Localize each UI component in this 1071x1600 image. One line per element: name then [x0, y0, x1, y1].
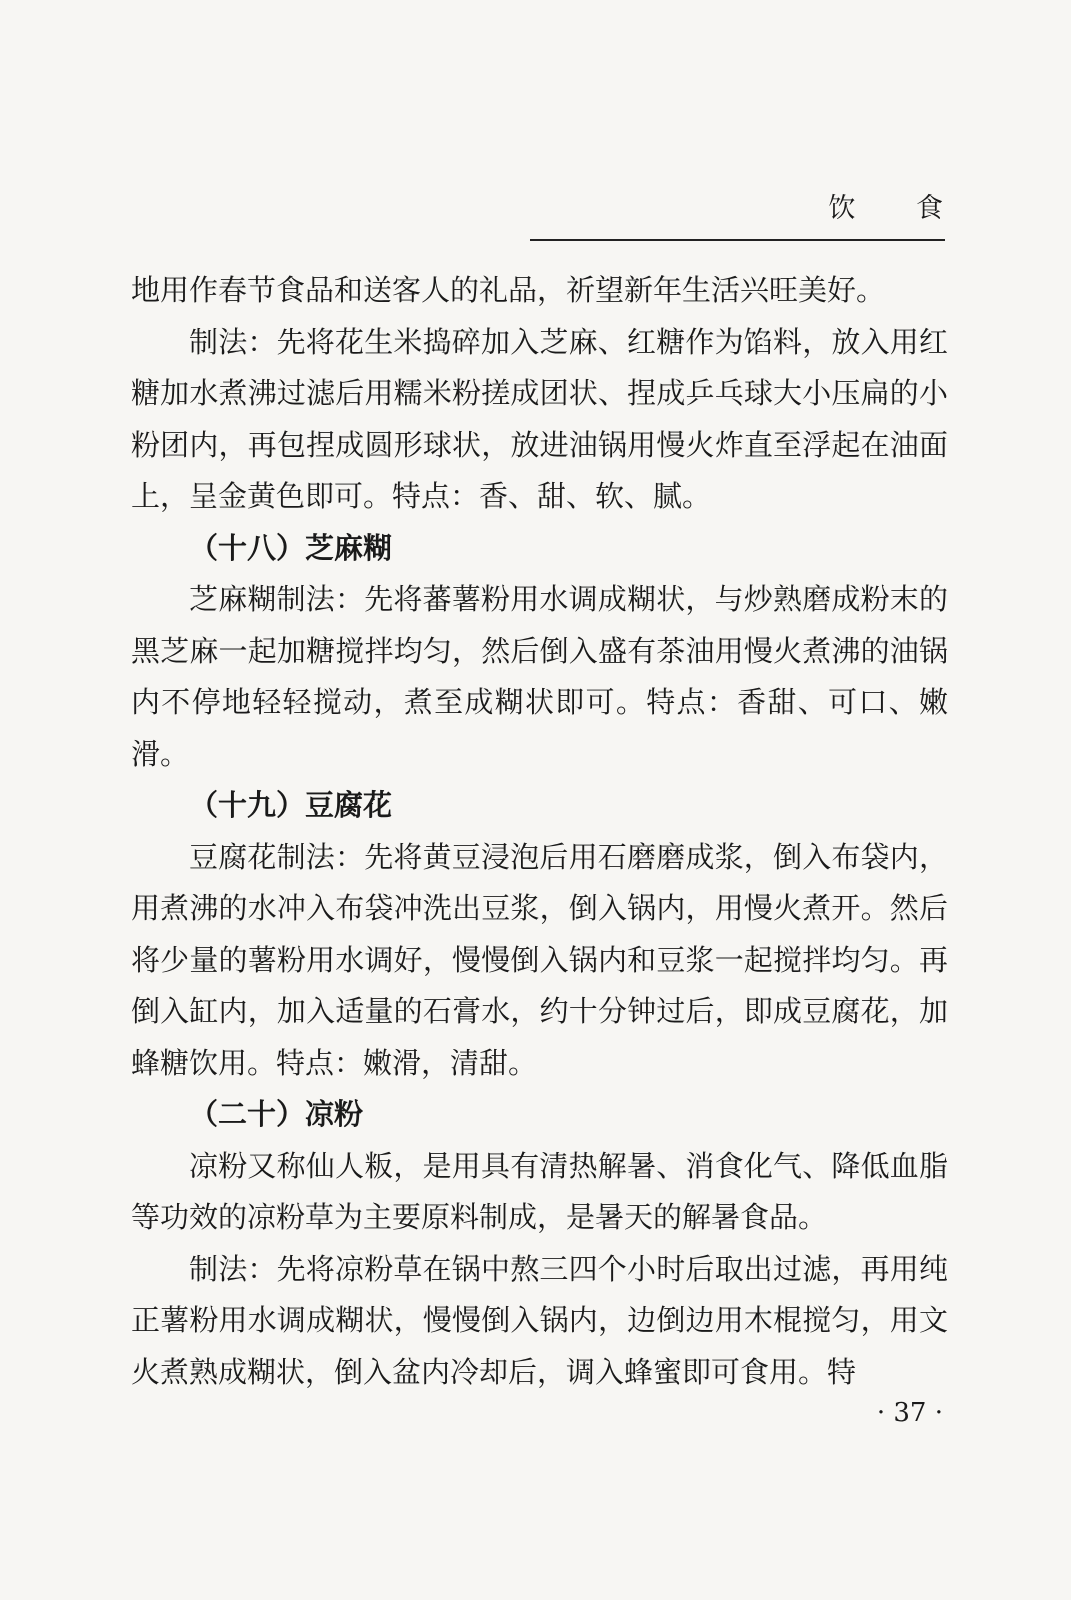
section-heading-tofu-pudding: （十九）豆腐花: [189, 788, 393, 822]
paragraph-continued: 地用作春节食品和送客人的礼品，祈望新年生活兴旺美好。: [131, 273, 886, 307]
header-rule: [530, 239, 945, 241]
paragraph-sesame-paste: 芝麻糊制法：先将蕃薯粉用水调成糊状，与炒熟磨成粉末的黑芝麻一起加糖搅拌均匀，然后倒入盛有茶油用慢火煮沸的油锅内不停地轻轻搅动，煮至成糊状即可。特点：香甜、可口、嫩滑。: [131, 582, 948, 771]
paragraph-grass-jelly-method: 制法：先将凉粉草在锅中熬三四个小时后取出过滤，再用纯正薯粉用水调成糊状，慢慢倒入锅内，边倒边用木棍搅匀，用文火煮熟成糊状，倒入盆内冷却后，调入蜂蜜即可食用。特: [131, 1251, 948, 1389]
running-header: 饮 食: [828, 193, 969, 224]
section-heading-grass-jelly: （二十）凉粉: [189, 1097, 364, 1131]
section-heading-sesame-paste: （十八）芝麻糊: [189, 530, 393, 565]
body-text: [131, 265, 948, 1398]
paragraph-tofu-pudding: 豆腐花制法：先将黄豆浸泡后用石磨磨成浆，倒入布袋内，用煮沸的水冲入布袋冲洗出豆浆，倒入锅内，用慢火煮开。然后将少量的薯粉用水调好，慢慢倒入锅内和豆浆一起搅拌均匀。再倒入缸内，加入适量的石膏水，约十分钟过后，即成豆腐花，加蜂糖饮用。特点：嫩滑，清甜。: [131, 839, 948, 1080]
paragraph-grass-jelly-intro: 凉粉又称仙人粄，是用具有清热解暑、消食化气、降低血脂等功效的凉粉草为主要原料制成，是暑天的解暑食品。: [131, 1148, 948, 1234]
paragraph-tangyuan-method: 制法：先将花生米捣碎加入芝麻、红糖作为馅料，放入用红糖加水煮沸过滤后用糯米粉搓成团状、捏成乒乓球大小压扁的小粉团内，再包捏成圆形球状，放进油锅用慢火炸直至浮起在油面上，呈金黄色即可。特点：香、甜、软、腻。: [131, 324, 948, 513]
page-number: · 37 ·: [876, 1398, 943, 1428]
